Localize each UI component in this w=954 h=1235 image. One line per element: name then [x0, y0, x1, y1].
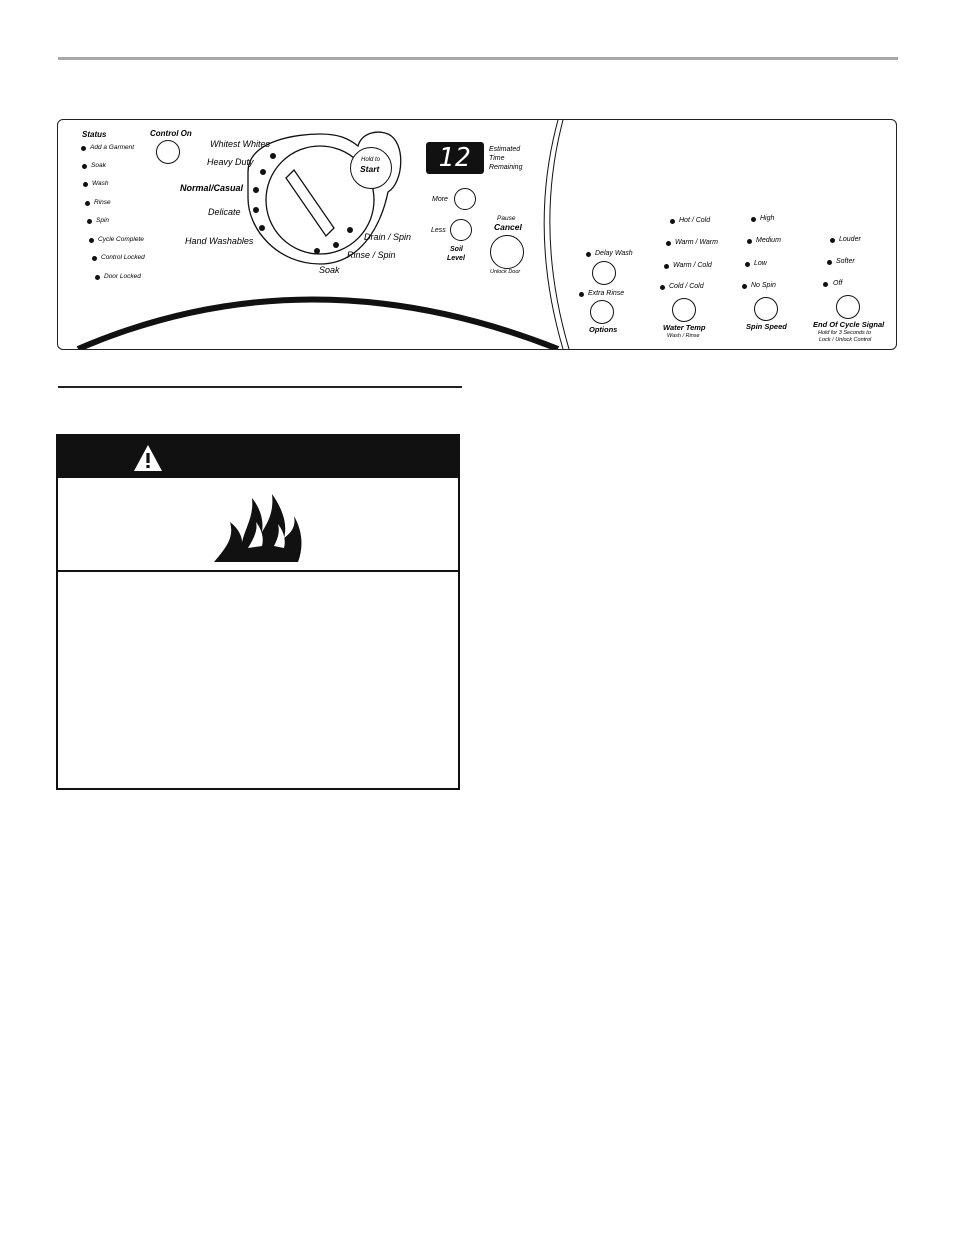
- warning-box: [56, 434, 460, 790]
- end-signal-led: [823, 282, 828, 287]
- status-rinse: Rinse: [94, 199, 111, 206]
- soil-more-label: More: [432, 196, 448, 203]
- cycle-delicate[interactable]: Delicate: [208, 207, 241, 217]
- water-temp-sub: Wash / Rinse: [667, 333, 700, 339]
- water-temp-hot-cold: Hot / Cold: [679, 217, 711, 224]
- status-control-locked: Control Locked: [101, 254, 145, 261]
- spin-speed-no-spin: No Spin: [751, 282, 776, 289]
- warning-header: [58, 436, 458, 478]
- cycle-heavy-duty[interactable]: Heavy Duty: [207, 157, 254, 167]
- end-signal-louder: Louder: [839, 236, 861, 243]
- spin-speed-low: Low: [754, 260, 767, 267]
- status-led: [83, 182, 88, 187]
- time-display: 12: [426, 142, 484, 174]
- control-on-button[interactable]: [156, 140, 180, 164]
- display-label-3: Remaining: [489, 164, 523, 171]
- cycle-drain-spin[interactable]: Drain / Spin: [364, 232, 412, 242]
- status-soak: Soak: [91, 162, 106, 169]
- water-temp-cold-cold: Cold / Cold: [669, 283, 704, 290]
- section-rule: [58, 386, 462, 388]
- end-signal-softer: Softer: [836, 258, 855, 265]
- warning-symbol-area: [58, 478, 458, 572]
- spin-speed-led: [751, 217, 756, 222]
- spin-speed-led: [745, 262, 750, 267]
- status-led: [82, 164, 87, 169]
- panel-divider-curve-2: [550, 120, 569, 349]
- display-label-1: Estimated: [489, 146, 521, 153]
- start-button[interactable]: [350, 147, 392, 189]
- cancel-line2: Cancel: [494, 222, 522, 232]
- water-temp-warm-warm: Warm / Warm: [675, 239, 718, 246]
- cancel-sub: Unlock Door: [490, 269, 521, 275]
- water-temp-led: [664, 264, 669, 269]
- water-temp-button[interactable]: [672, 298, 696, 322]
- end-signal-button[interactable]: [836, 295, 860, 319]
- spin-speed-high: High: [760, 215, 775, 222]
- start-line2: Start: [360, 164, 380, 174]
- status-led: [92, 256, 97, 261]
- end-signal-sub-2: Lock / Unlock Control: [819, 337, 872, 343]
- option-led: [579, 292, 584, 297]
- status-wash: Wash: [92, 180, 109, 187]
- water-temp-led: [670, 219, 675, 224]
- options-label: Options: [589, 325, 618, 334]
- water-temp-led: [660, 285, 665, 290]
- fire-icon: [208, 486, 308, 570]
- water-temp-label: Water Temp: [663, 323, 706, 332]
- soil-label-2: Level: [447, 255, 465, 262]
- end-signal-led: [827, 260, 832, 265]
- top-rule: [58, 57, 898, 60]
- option-delay-wash: Delay Wash: [595, 250, 633, 257]
- cycle-normal-casual[interactable]: Normal/Casual: [180, 183, 244, 193]
- status-led: [87, 219, 92, 224]
- soil-label-1: Soil: [450, 246, 463, 253]
- delay-wash-button[interactable]: [592, 261, 616, 285]
- end-signal-label: End Of Cycle Signal: [813, 320, 885, 329]
- extra-rinse-button[interactable]: [590, 300, 614, 324]
- end-signal-sub-1: Hold for 3 Seconds to: [818, 330, 871, 336]
- control-on-label: Control On: [150, 129, 192, 138]
- soil-more-button[interactable]: [454, 188, 476, 210]
- status-led: [81, 146, 86, 151]
- end-signal-off: Off: [833, 280, 843, 287]
- spin-speed-label: Spin Speed: [746, 322, 787, 331]
- option-led: [586, 252, 591, 257]
- cycle-hand-washables[interactable]: Hand Washables: [185, 236, 254, 246]
- water-temp-warm-cold: Warm / Cold: [673, 262, 712, 269]
- start-line1: Hold to: [361, 157, 381, 163]
- status-led: [95, 275, 100, 280]
- end-signal-led: [830, 238, 835, 243]
- status-add-garment: Add a Garment: [90, 144, 135, 151]
- washer-control-panel: [57, 119, 897, 350]
- warning-triangle-icon: [133, 444, 163, 472]
- spin-speed-button[interactable]: [754, 297, 778, 321]
- spin-speed-medium: Medium: [756, 237, 781, 244]
- spin-speed-led: [742, 284, 747, 289]
- option-extra-rinse: Extra Rinse: [588, 290, 625, 297]
- status-spin: Spin: [96, 217, 110, 224]
- status-cycle-complete: Cycle Complete: [98, 236, 144, 243]
- spin-speed-led: [747, 239, 752, 244]
- display-label-2: Time: [489, 155, 505, 162]
- soil-less-button[interactable]: [450, 219, 472, 241]
- status-title: Status: [82, 130, 107, 139]
- status-led: [89, 238, 94, 243]
- cancel-line1: Pause: [497, 215, 516, 222]
- pause-cancel-button[interactable]: [490, 235, 524, 269]
- dial-pointer: [286, 170, 334, 236]
- cycle-rinse-spin[interactable]: Rinse / Spin: [347, 250, 396, 260]
- soil-less-label: Less: [431, 227, 446, 234]
- water-temp-led: [666, 241, 671, 246]
- cycle-soak[interactable]: Soak: [319, 265, 340, 275]
- cycle-whitest-whites[interactable]: Whitest Whites: [210, 139, 271, 149]
- status-led: [85, 201, 90, 206]
- status-door-locked: Door Locked: [104, 273, 141, 280]
- door-arc: [78, 300, 558, 350]
